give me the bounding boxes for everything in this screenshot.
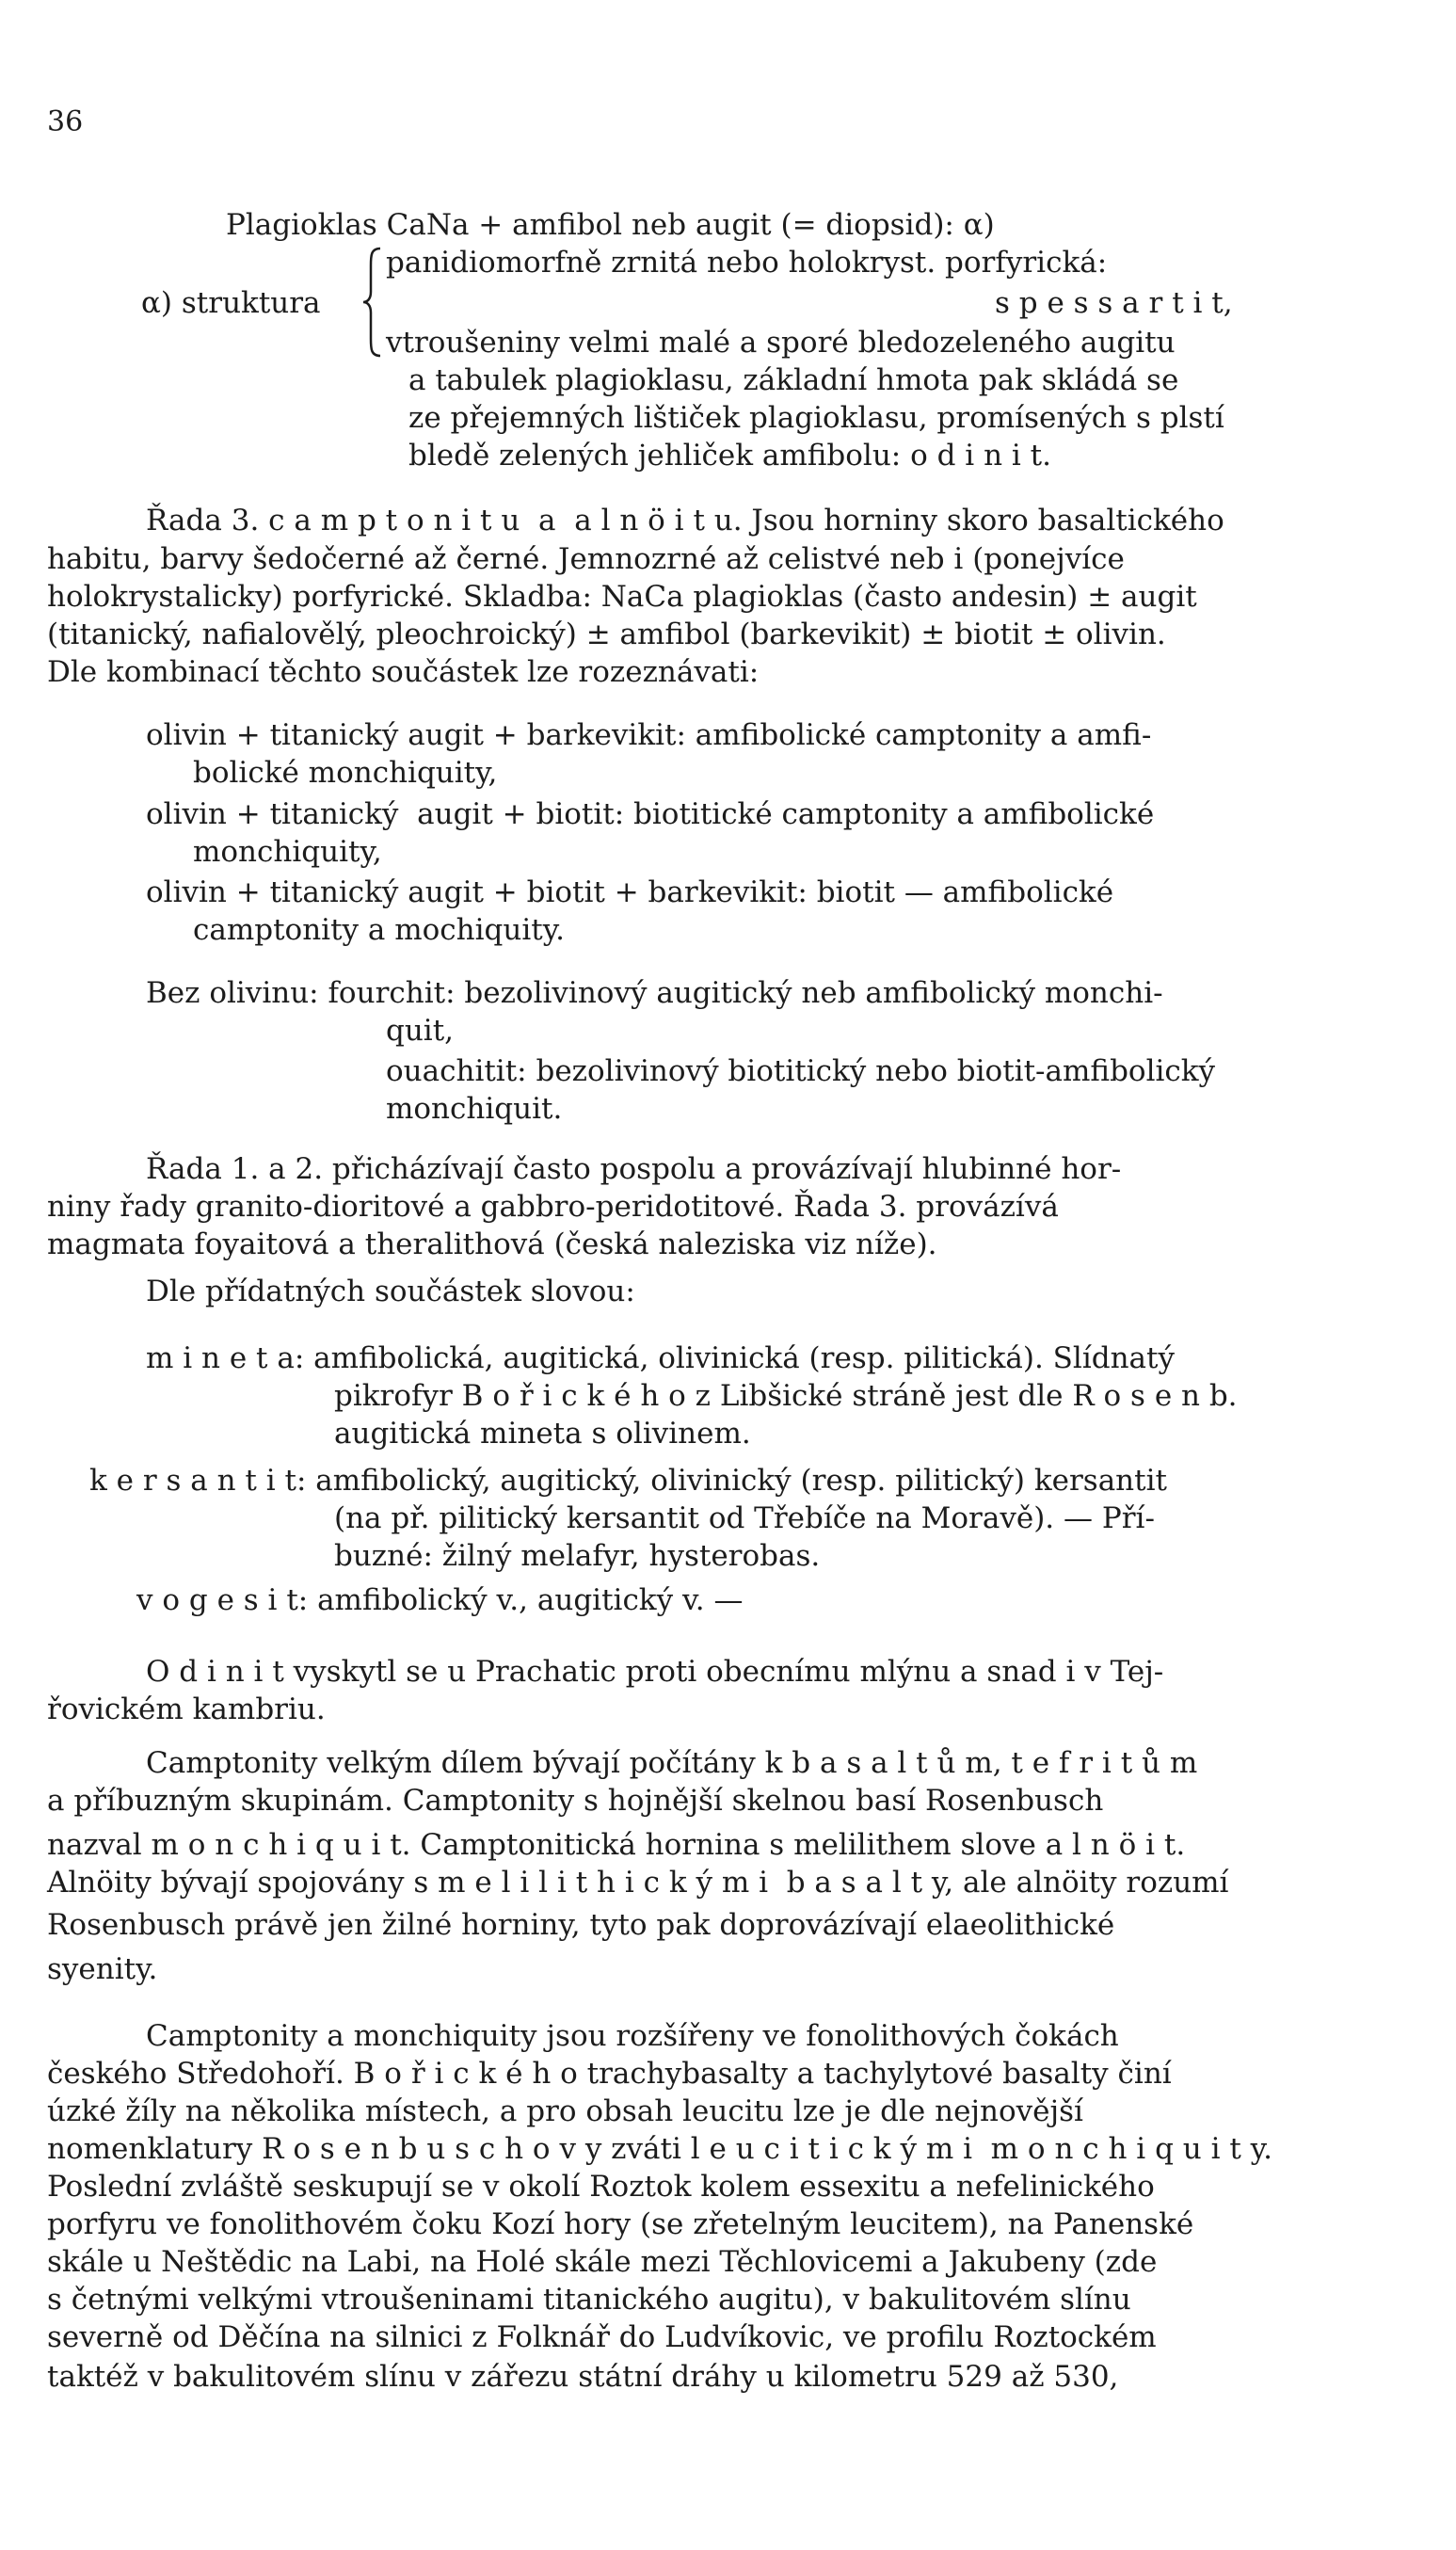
text-line: a tabulek plagioklasu, základní hmota pak skládá se bbox=[408, 363, 1179, 397]
text-line: monchiquity, bbox=[193, 835, 382, 869]
text-line: taktéž v bakulitovém slínu v zářezu státní dráhy u kilometru 529 až 530, bbox=[47, 2360, 1119, 2394]
text-line: v o g e s i t: amfibolický v., augitický v. — bbox=[136, 1583, 744, 1617]
text-line: Plagioklas CaNa + amfibol neb augit (= diopsid): α) bbox=[226, 208, 995, 242]
text-line: holokrystalicky) porfyrické. Skladba: NaCa plagioklas (často andesin) ± augit bbox=[47, 580, 1197, 614]
text-line: vtroušeniny velmi malé a sporé bledozeleného augitu bbox=[386, 326, 1176, 360]
text-line: Řada 3. c a m p t o n i t u a a l n ö i t u. Jsou horniny skoro basaltického bbox=[146, 504, 1224, 537]
text-line: magmata foyaitová a theralithová (česká naleziska viz níže). bbox=[47, 1227, 937, 1261]
curly-brace-icon bbox=[361, 247, 382, 358]
text-line: Camptonity velkým dílem bývají počítány k b a s a l t ů m, t e f r i t ů m bbox=[146, 1746, 1198, 1780]
text-line: úzké žíly na několika místech, a pro obsah leucitu lze je dle nejnovější bbox=[47, 2094, 1083, 2128]
text-line: panidiomorfně zrnitá nebo holokryst. porfyrická: bbox=[386, 246, 1108, 280]
text-line: Dle přídatných součástek slovou: bbox=[146, 1275, 635, 1308]
text-line: Alnöity bývají spojovány s m e l i l i t h i c k ý m i b a s a l t y, ale alnöity rozumí bbox=[47, 1866, 1229, 1900]
text-line: camptonity a mochiquity. bbox=[193, 913, 565, 947]
text-line: porfyru ve fonolithovém čoku Kozí hory (se zřetelným leucitem), na Panenské bbox=[47, 2207, 1194, 2241]
text-line: augitická mineta s olivinem. bbox=[334, 1417, 751, 1451]
text-line: k e r s a n t i t: amfibolický, augitický, olivinický (resp. pilitický) kersantit bbox=[89, 1464, 1167, 1498]
text-line: ze přejemných lištiček plagioklasu, promísených s plstí bbox=[408, 401, 1224, 435]
text-line: O d i n i t vyskytl se u Prachatic proti obecnímu mlýnu a snad i v Tej- bbox=[146, 1655, 1164, 1689]
text-line: olivin + titanický augit + biotit + barkevikit: biotit — amfibolické bbox=[146, 875, 1114, 909]
text-line: nomenklatury R o s e n b u s c h o v y zváti l e u c i t i c k ý m i m o n c h i q u i t y. bbox=[47, 2132, 1272, 2166]
text-line: severně od Děčína na silnici z Folknář do Ludvíkovic, ve profilu Roztockém bbox=[47, 2320, 1157, 2354]
text-line: niny řady granito-dioritové a gabbro-peridotitové. Řada 3. provázívá bbox=[47, 1190, 1059, 1224]
text-line: ouachitit: bezolivinový biotitický nebo biotit-amfibolický bbox=[386, 1054, 1216, 1088]
text-line: řovickém kambriu. bbox=[47, 1692, 326, 1726]
text-line: (na př. pilitický kersantit od Třebíče na Moravě). — Pří- bbox=[334, 1501, 1155, 1535]
text-line: bolické monchiquity, bbox=[193, 756, 498, 790]
page-number: 36 bbox=[47, 105, 84, 138]
text-line: s četnými velkými vtroušeninami titanického augitu), v bakulitovém slínu bbox=[47, 2283, 1131, 2317]
text-line: monchiquit. bbox=[386, 1092, 563, 1126]
text-line: syenity. bbox=[47, 1952, 158, 1986]
text-line: olivin + titanický augit + biotit: biotitické camptonity a amfibolické bbox=[146, 797, 1155, 831]
text-line: bledě zelených jehliček amfibolu: o d i n i t. bbox=[408, 439, 1051, 473]
text-line: (titanický, nafialovělý, pleochroický) ± amfibol (barkevikit) ± biotit ± olivin. bbox=[47, 617, 1166, 651]
text-line: Řada 1. a 2. přicházívají často pospolu a provázívají hlubinné hor- bbox=[146, 1152, 1122, 1186]
text-line: olivin + titanický augit + barkevikit: amfibolické camptonity a amfi- bbox=[146, 718, 1152, 752]
text-line: skále u Neštědic na Labi, na Holé skále mezi Těchlovicemi a Jakubeny (zde bbox=[47, 2245, 1158, 2279]
text-line: buzné: žilný melafyr, hysterobas. bbox=[334, 1539, 821, 1573]
text-line: nazval m o n c h i q u i t. Camptonitická hornina s melilithem slove a l n ö i t. bbox=[47, 1828, 1186, 1862]
text-line: pikrofyr B o ř i c k é h o z Libšické stráně jest dle R o s e n b. bbox=[334, 1379, 1238, 1413]
text-line: Bez olivinu: fourchit: bezolivinový augitický neb amfibolický monchi- bbox=[146, 976, 1163, 1010]
text-line: Rosenbusch právě jen žilné horniny, tyto pak doprovázívají elaeolithické bbox=[47, 1908, 1115, 1942]
text-line: quit, bbox=[386, 1014, 455, 1048]
text-line: m i n e t a: amfibolická, augitická, olivinická (resp. pilitická). Slídnatý bbox=[146, 1341, 1175, 1375]
text-line: α) struktura bbox=[141, 286, 321, 320]
text-line: českého Středohoří. B o ř i c k é h o trachybasalty a tachylytové basalty činí bbox=[47, 2057, 1172, 2091]
text-line: habitu, barvy šedočerné až černé. Jemnozrné až celistvé neb i (ponejvíce bbox=[47, 542, 1125, 576]
text-line: Dle kombinací těchto součástek lze rozeznávati: bbox=[47, 655, 760, 689]
text-line: s p e s s a r t i t, bbox=[995, 286, 1233, 320]
text-line: Poslední zvláště seskupují se v okolí Roztok kolem essexitu a nefelinického bbox=[47, 2170, 1155, 2204]
text-line: a příbuzným skupinám. Camptonity s hojnější skelnou basí Rosenbusch bbox=[47, 1784, 1104, 1818]
text-line: Camptonity a monchiquity jsou rozšířeny ve fonolithových čokách bbox=[146, 2019, 1119, 2053]
